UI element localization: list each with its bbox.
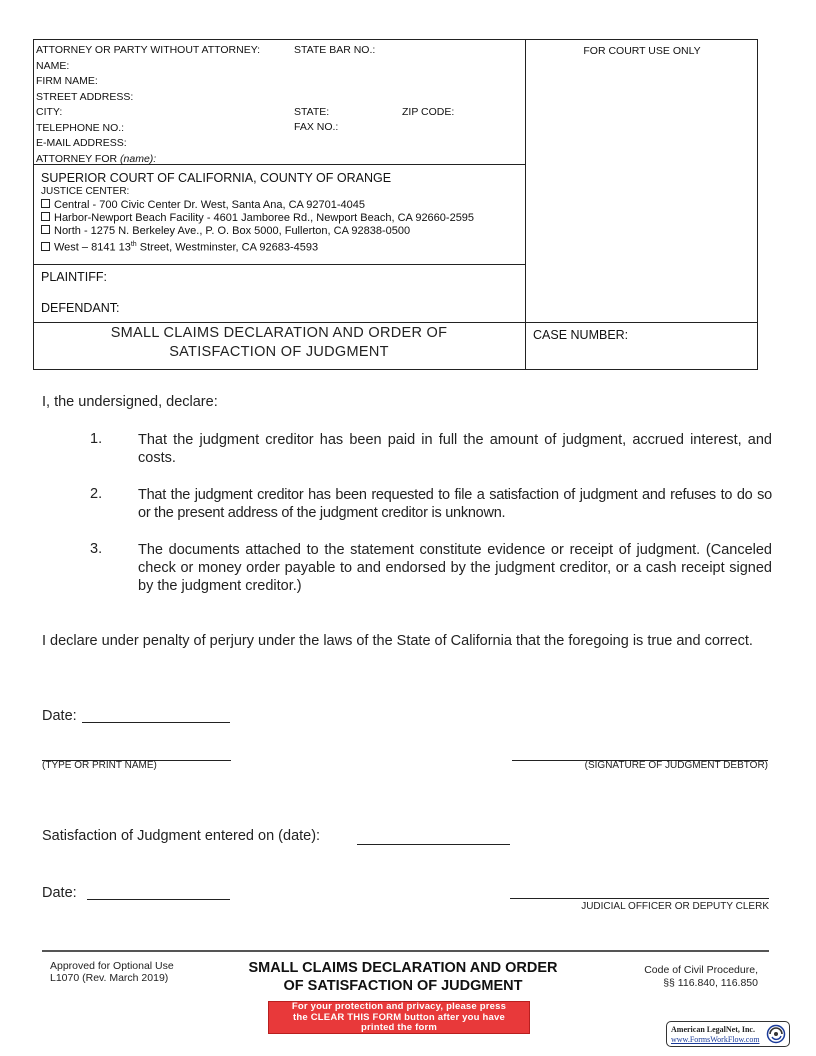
row-divider-parties <box>34 264 525 265</box>
privacy-line: the CLEAR THIS FORM button after you have <box>293 1011 505 1023</box>
form-title-line: SATISFACTION OF JUDGMENT <box>169 344 389 360</box>
judicial-officer-signature-line[interactable] <box>510 898 769 899</box>
attorney-line: CITY: <box>36 106 63 118</box>
form-id: L1070 (Rev. March 2019) <box>50 972 169 984</box>
justice-center-text: Street, Westminster, CA 92683-4593 <box>136 241 319 254</box>
judicial-officer-caption: JUDICIAL OFFICER OR DEPUTY CLERK <box>581 901 769 912</box>
justice-center-list <box>41 199 474 255</box>
justice-center-text: West – 8141 13 <box>54 241 131 254</box>
date-input-line-2[interactable] <box>87 899 230 900</box>
court-name: SUPERIOR COURT OF CALIFORNIA, COUNTY OF ORANGE <box>41 171 392 185</box>
item-number: 1. <box>90 431 103 447</box>
case-number-label: CASE NUMBER: <box>533 328 629 342</box>
justice-center-option <box>41 199 474 212</box>
attorney-line: STREET ADDRESS: <box>36 90 134 103</box>
attorney-line: FIRM NAME: <box>36 75 98 87</box>
footer-title-line: SMALL CLAIMS DECLARATION AND ORDER <box>248 960 558 976</box>
perjury-statement: I declare under penalty of perjury under the laws of the State of California that the foregoing is true and correct. <box>42 633 753 649</box>
attorney-info-block <box>36 43 276 167</box>
declaration-item-3: The documents attached to the statement constitute evidence or receipt of judgment. (Canceled check or money order payable to and endorsed by the judgment creditor, or a cash receipt signed by the judgment creditor.) <box>138 542 772 594</box>
american-legalnet-logo[interactable] <box>666 1021 790 1047</box>
privacy-line: printed the form <box>360 1022 438 1033</box>
attorney-line: NAME: <box>36 59 70 72</box>
form-title-line: SMALL CLAIMS DECLARATION AND ORDER OF <box>110 325 448 341</box>
checkbox-harbor-newport[interactable] <box>41 212 50 221</box>
row-divider-title <box>34 322 758 323</box>
item-number: 3. <box>90 541 103 557</box>
declaration-intro: I, the undersigned, declare: <box>42 394 218 410</box>
court-use-label: FOR COURT USE ONLY <box>583 45 701 57</box>
footer-title <box>218 960 588 995</box>
date-label-2: Date: <box>42 885 77 901</box>
footer-rule <box>42 950 769 952</box>
defendant-label: DEFENDANT: <box>41 301 120 315</box>
attorney-line: ATTORNEY OR PARTY WITHOUT ATTORNEY: <box>36 44 261 56</box>
privacy-line: For your protection and privacy, please press <box>291 1001 507 1012</box>
checkbox-north[interactable] <box>41 225 50 234</box>
justice-center-text: North - 1275 N. Berkeley Ave., P. O. Box 5000, Fullerton, CA 92838-0500 <box>54 225 411 237</box>
fax-label: FAX NO.: <box>294 121 339 133</box>
print-name-caption: (TYPE OR PRINT NAME) <box>42 760 157 771</box>
ordinal-suffix: th <box>130 241 137 248</box>
state-label: STATE: <box>294 106 330 118</box>
logo-name: American LegalNet, Inc. <box>671 1025 755 1034</box>
justice-center-text: Harbor-Newport Beach Facility - 4601 Jamboree Rd., Newport Beach, CA 92660-2595 <box>54 212 475 224</box>
attorney-for-name-label: (name): <box>120 152 157 165</box>
justice-center-option <box>41 212 474 225</box>
column-divider <box>525 40 526 370</box>
attorney-line: TELEPHONE NO.: <box>36 121 125 134</box>
declaration-item-2: That the judgment creditor has been requested to file a satisfaction of judgment and refuses to do so or the present address of the judgment creditor is unknown. <box>138 487 772 521</box>
code-citation-line: §§ 116.840, 116.850 <box>663 977 758 989</box>
justice-center-option <box>41 225 474 238</box>
justice-center-text: Central - 700 Civic Center Dr. West, Santa Ana, CA 92701-4045 <box>54 199 366 211</box>
plaintiff-label: PLAINTIFF: <box>41 270 107 284</box>
zip-code-label: ZIP CODE: <box>402 106 455 118</box>
logo-url-link[interactable]: www.FormsWorkFlow.com <box>671 1035 760 1044</box>
debtor-signature-caption: (SIGNATURE OF JUDGMENT DEBTOR) <box>584 760 768 771</box>
checkbox-central[interactable] <box>41 199 50 208</box>
date-label: Date: <box>42 708 77 724</box>
form-title <box>34 324 524 362</box>
state-bar-label: STATE BAR NO.: <box>294 44 376 56</box>
declaration-item-1: That the judgment creditor has been paid in full the amount of judgment, accrued interest, and costs. <box>138 432 772 466</box>
justice-center-label: JUSTICE CENTER: <box>41 186 130 197</box>
attorney-line: E-MAIL ADDRESS: <box>36 137 127 149</box>
approved-text: Approved for Optional Use <box>50 960 174 972</box>
justice-center-option <box>41 238 474 255</box>
satisfaction-date-line[interactable] <box>357 844 510 845</box>
date-input-line[interactable] <box>82 722 230 723</box>
globe-icon <box>766 1024 786 1044</box>
privacy-notice <box>268 1001 530 1034</box>
footer-title-line: OF SATISFACTION OF JUDGMENT <box>283 977 523 994</box>
attorney-for-label: ATTORNEY FOR <box>36 152 118 165</box>
code-citation-line: Code of Civil Procedure, <box>644 964 758 976</box>
footer-code-citation <box>600 964 758 990</box>
checkbox-west[interactable] <box>41 242 50 251</box>
attorney-for-line <box>36 152 276 168</box>
footer-approval <box>50 960 174 984</box>
satisfaction-entered-label: Satisfaction of Judgment entered on (date): <box>42 828 321 844</box>
item-number: 2. <box>90 486 103 502</box>
